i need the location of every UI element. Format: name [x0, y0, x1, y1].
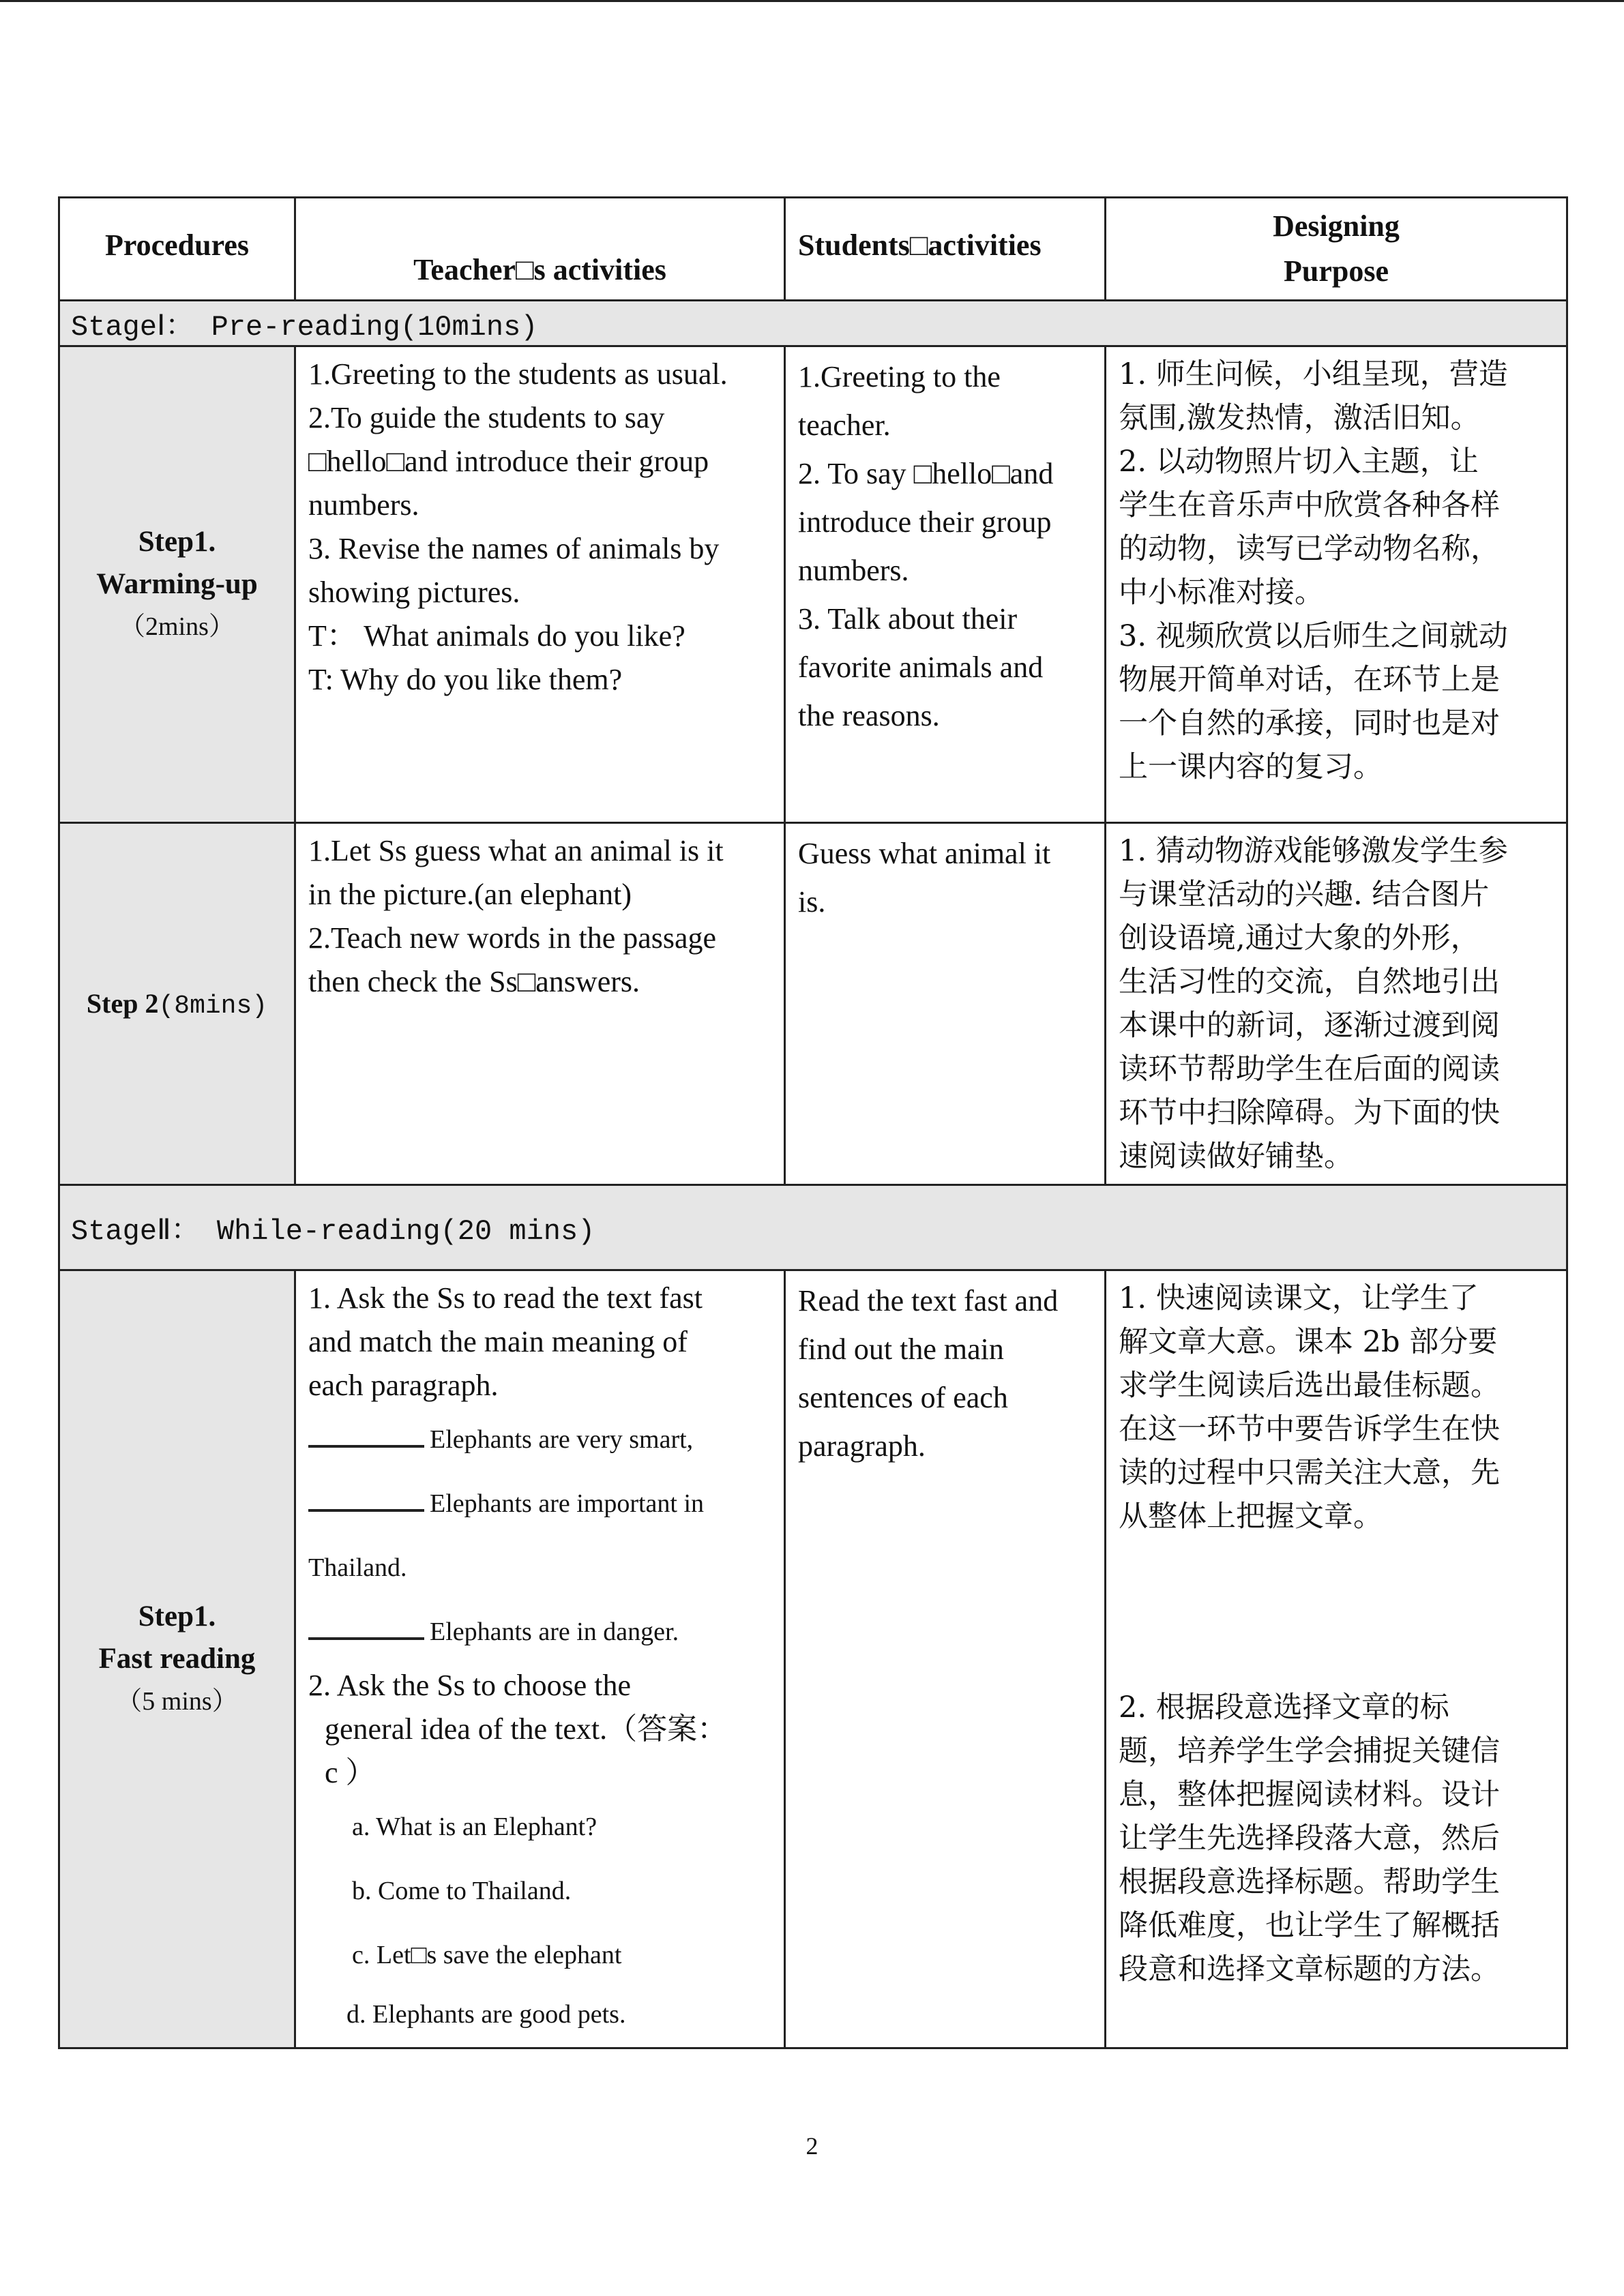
text-line: 1.Greeting to the students as usual.	[308, 357, 728, 391]
text-line: 读环节帮助学生在后面的阅读	[1119, 1052, 1500, 1086]
procedure-time: （5 mins）	[116, 1687, 238, 1716]
students-activities-cell	[785, 823, 1106, 1185]
text-line: 求学生阅读后选出最佳标题。	[1119, 1369, 1500, 1403]
text-line: 一个自然的承接，同时也是对	[1119, 706, 1500, 741]
text-line: 1. Ask the Ss to read the text fast	[308, 1281, 703, 1315]
text-line: 环节中扫除障碍。为下面的快	[1119, 1096, 1500, 1130]
procedure-cell	[59, 1270, 295, 2048]
purpose-cell	[1106, 823, 1567, 1185]
stage-title: StageⅡ： While-reading(20 mins)	[59, 1185, 1567, 1270]
match-text: Elephants are very smart,	[430, 1425, 694, 1454]
stage-title: StageⅠ： Pre-reading(10mins)	[59, 301, 1567, 346]
text-line: 根据段意选择标题。帮助学生	[1119, 1865, 1500, 1899]
text-line: 1.Let Ss guess what an animal is it	[308, 834, 724, 867]
text-line: each paragraph.	[308, 1369, 499, 1402]
text-line: 的动物，读写已学动物名称，	[1119, 532, 1500, 566]
option-b: b. Come to Thailand.	[352, 1877, 572, 1905]
text-line: 1. 快速阅读课文，让学生了	[1119, 1281, 1479, 1315]
text-line: 1. 师生问候，小组呈现，营造	[1119, 357, 1508, 391]
students-activities-cell	[785, 346, 1106, 823]
header-purpose-line2: Purpose	[1284, 254, 1389, 288]
option-a: a. What is an Elephant?	[352, 1813, 597, 1841]
text-line: 让学生先选择段落大意，然后	[1119, 1821, 1500, 1855]
text-line: find out the main	[798, 1332, 1004, 1366]
answer-blank	[308, 1509, 424, 1512]
text-line: 段意和选择文章标题的方法。	[1119, 1952, 1500, 1986]
text-line: numbers.	[308, 488, 419, 522]
teacher-activities-cell	[295, 823, 785, 1185]
text-line: numbers.	[798, 554, 909, 587]
procedure-name: Warming-up	[96, 568, 258, 600]
header-teacher-label: Teacher□s activities	[413, 253, 666, 286]
text-line: the reasons.	[798, 699, 940, 732]
procedure-cell	[59, 823, 295, 1185]
procedure-step: Step1.	[138, 526, 216, 558]
header-procedures: Procedures	[59, 198, 295, 301]
teacher-activities-cell	[295, 1270, 785, 2048]
procedure-time: (8mins)	[158, 992, 268, 1021]
lesson-plan-table	[58, 196, 1568, 2049]
text-line: favorite animals and	[798, 651, 1044, 684]
text-line: paragraph.	[798, 1429, 926, 1463]
text-line: 2. 以动物照片切入主题，让	[1119, 445, 1479, 479]
text-line: introduce their group	[798, 505, 1052, 539]
text-line: 2. Ask the Ss to choose the	[308, 1669, 631, 1702]
text-line: showing pictures.	[308, 576, 520, 609]
table-row-fast-reading	[59, 1270, 1567, 2048]
text-line: Guess what animal it	[798, 837, 1051, 870]
answer-blank	[308, 1445, 424, 1448]
text-line: 创设语境,通过大象的外形，	[1119, 921, 1480, 955]
text-line: 与课堂活动的兴趣. 结合图片	[1119, 878, 1490, 912]
text-line: 题，培养学生学会捕捉关键信	[1119, 1734, 1500, 1768]
text-line: 1. 猜动物游戏能够激发学生参	[1119, 834, 1508, 868]
text-line: 2.Teach new words in the passage	[308, 921, 717, 955]
procedure-time: （2mins）	[119, 612, 235, 641]
text-line: 上一课内容的复习。	[1119, 750, 1383, 784]
students-activities-cell	[785, 1270, 1106, 2048]
top-border-line	[0, 0, 1624, 2]
text-line: 在这一环节中要告诉学生在快	[1119, 1412, 1500, 1446]
text-line: Read the text fast and	[798, 1284, 1059, 1317]
text-line: 生活习性的交流，自然地引出	[1119, 965, 1500, 999]
match-item-2	[308, 1472, 771, 1536]
purpose-cell	[1106, 346, 1567, 823]
text-line: 2. 根据段意选择文章的标	[1119, 1690, 1449, 1725]
answer-blank	[308, 1637, 424, 1640]
option-c: c. Let□s save the elephant	[352, 1941, 622, 1969]
match-text: Elephants are in danger.	[430, 1617, 679, 1646]
table-row-step2	[59, 823, 1567, 1185]
text-line: 3. 视频欣赏以后师生之间就动	[1119, 619, 1508, 653]
text-line: T: Why do you like them?	[308, 663, 623, 696]
text-line: 3. Talk about their	[798, 602, 1018, 636]
stage-row-while-reading	[59, 1185, 1567, 1270]
text-line: 2. To say □hello□and	[798, 457, 1054, 490]
table-row-warming-up	[59, 346, 1567, 823]
match-item-3	[308, 1600, 771, 1664]
text-line: 物展开简单对话，在环节上是	[1119, 663, 1500, 697]
text-line: 从整体上把握文章。	[1119, 1500, 1383, 1534]
option-d: d. Elephants are good pets.	[346, 2000, 626, 2029]
match-item-2-continued: Thailand.	[308, 1553, 407, 1582]
header-row	[59, 198, 1567, 301]
text-line: in the picture.(an elephant)	[308, 878, 632, 911]
text-line: 速阅读做好铺垫。	[1119, 1139, 1353, 1174]
page-number: 2	[806, 2132, 818, 2160]
text-line: 中小标准对接。	[1119, 576, 1324, 610]
header-designing-purpose	[1106, 198, 1567, 301]
text-line: 1.Greeting to the	[798, 360, 1001, 393]
header-purpose-line1: Designing	[1273, 209, 1400, 243]
text-line: 解文章大意。课本 2b 部分要	[1119, 1325, 1498, 1359]
text-line: 氛围,激发热情，激活旧知。	[1119, 401, 1480, 435]
match-item-1	[308, 1407, 771, 1472]
text-line: 本课中的新词，逐渐过渡到阅	[1119, 1009, 1500, 1043]
text-line: is.	[798, 885, 826, 919]
match-text: Elephants are important in	[430, 1489, 705, 1518]
text-line: 读的过程中只需关注大意，先	[1119, 1456, 1500, 1490]
text-line: teacher.	[798, 408, 891, 442]
header-students-activities: Students□activities	[785, 198, 1106, 301]
text-line: general idea of the text.（答案：	[325, 1712, 728, 1746]
procedure-name: Fast reading	[98, 1643, 256, 1675]
text-line: 学生在音乐声中欣赏各种各样	[1119, 488, 1500, 522]
teacher-activities-cell	[295, 346, 785, 823]
stage-row-pre-reading	[59, 301, 1567, 346]
text-line: 3. Revise the names of animals by	[308, 532, 720, 565]
text-line: 息，整体把握阅读材料。设计	[1119, 1778, 1500, 1812]
purpose-cell	[1106, 1270, 1567, 2048]
procedure-step: Step1.	[138, 1600, 216, 1632]
text-line: □hello□and introduce their group	[308, 445, 709, 478]
spacer	[1119, 1538, 1554, 1686]
header-teacher-activities	[295, 198, 785, 301]
text-line: then check the Ss□answers.	[308, 965, 640, 998]
text-line: 降低难度，也让学生了解概括	[1119, 1909, 1500, 1943]
text-line: 2.To guide the students to say	[308, 401, 665, 434]
text-line: c ）	[325, 1756, 376, 1789]
text-line: and match the main meaning of	[308, 1325, 688, 1358]
procedure-cell	[59, 346, 295, 823]
procedure-step: Step 2	[86, 988, 159, 1019]
text-line: T： What animals do you like?	[308, 619, 685, 653]
text-line: sentences of each	[798, 1381, 1008, 1414]
